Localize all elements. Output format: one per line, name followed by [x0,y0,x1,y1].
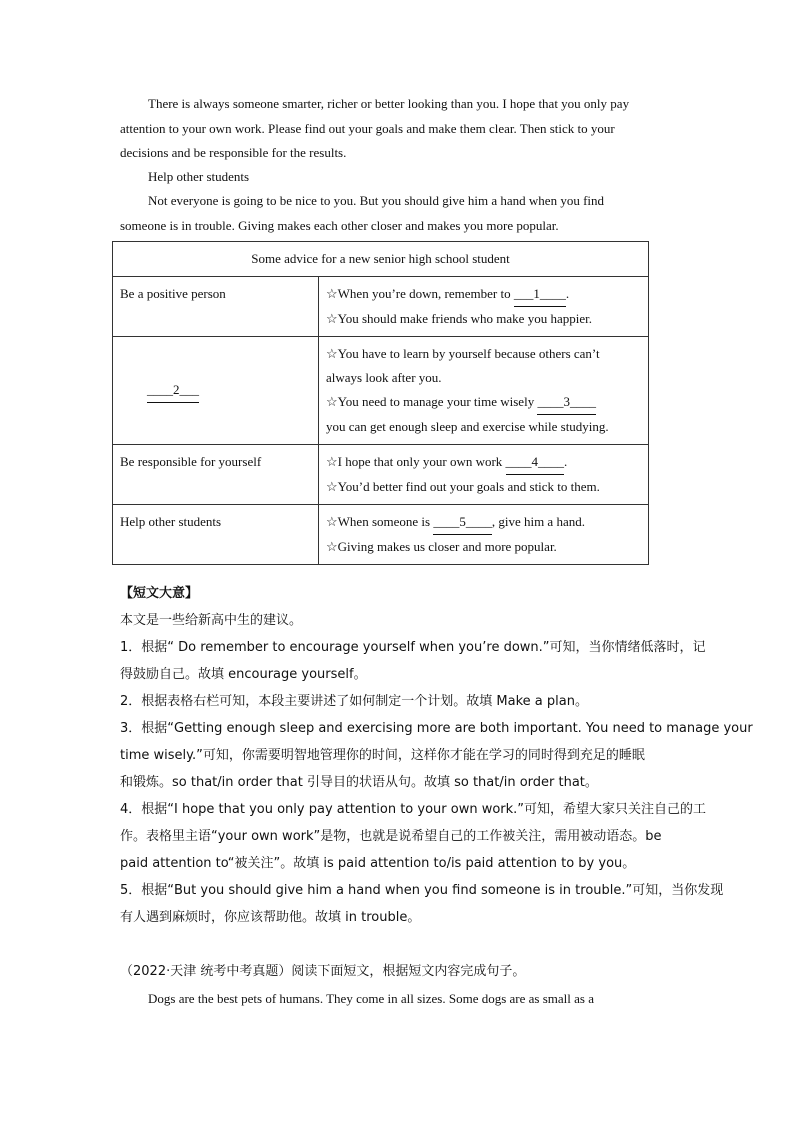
advice-line: ☆Giving makes us closer and more popular. [326,539,557,554]
advice-line: ☆When someone is ____5____, give him a hand. [326,510,641,535]
table-row [113,337,649,445]
table-header-row [113,242,649,277]
row-content [319,445,649,505]
row-label: Be a positive person [113,277,319,337]
row-content [319,277,649,337]
advice-line: ☆You should make friends who make you happier. [326,311,592,326]
passage-line: someone is in trouble. Giving makes each other closer and makes you more popular. [120,217,559,233]
analysis-line: 和锻炼。so that/in order that 引导目的状语从句。故填 so that/in order that。 [120,775,598,790]
blank-5[interactable]: ____5____ [433,510,492,535]
analysis-line: 本文是一些给新高中生的建议。 [120,613,303,628]
row-content [319,337,649,445]
table-row [113,277,649,337]
row-label: Help other students [113,505,319,565]
next-question-source: （2022·天津 统考中考真题）阅读下面短文，根据短文内容完成句子。 [120,964,526,979]
passage-subheading: Help other students [148,169,250,184]
blank-2[interactable]: ____2___ [147,378,199,403]
analysis-line: 2．根据表格右栏可知，本段主要讲述了如何制定一个计划。故填 Make a plan。 [120,694,588,709]
passage-paragraph-1 [120,92,680,166]
advice-line: ☆You’d better find out your goals and stick to them. [326,479,600,494]
advice-line: always look after you. [326,370,442,385]
passage-line: There is always someone smarter, richer or better looking than you. I hope that you only pay [148,96,630,111]
passage-paragraph-2 [120,189,680,238]
blank-3[interactable]: ____3____ [537,390,596,415]
table-row [113,505,649,565]
blank-1[interactable]: ___1____ [514,282,566,307]
advice-line: ☆I hope that only your own work ____4____. [326,450,641,475]
analysis-line: paid attention to“被关注”。故填 is paid attention to/is paid attention to by you。 [120,856,636,871]
advice-line: ☆You need to manage your time wisely ____3____ [326,390,641,415]
passage-line: attention to your own work. Please find out your goals and make them clear. Then stick to your [120,120,615,136]
analysis-line: 4．根据“I hope that you only pay attention to your own work.”可知，希望大家只关注自己的工 [120,802,707,817]
analysis-line: 1．根据“ Do remember to encourage yourself when you’re down.”可知，当你情绪低落时，记 [120,640,706,655]
analysis-title: 【短文大意】 [120,586,199,601]
analysis-section [120,580,753,931]
analysis-line: 5．根据“But you should give him a hand when you find someone is in trouble.”可知，当你发现 [120,883,724,898]
advice-line: you can get enough sleep and exercise while studying. [326,419,609,434]
analysis-line: time wisely.”可知，你需要明智地管理你的时间，这样你才能在学习的同时得到充足的睡眠 [120,748,645,763]
analysis-line: 得鼓励自己。故填 encourage yourself。 [120,667,367,682]
advice-table [112,241,649,565]
analysis-line: 有人遇到麻烦时，你应该帮助他。故填 in trouble。 [120,910,421,925]
next-question-passage: Dogs are the best pets of humans. They come in all sizes. Some dogs are as small as a [148,991,594,1006]
passage-line: decisions and be responsible for the results. [120,145,347,160]
row-label-blank [113,337,319,445]
row-content [319,505,649,565]
table-row [113,445,649,505]
blank-4[interactable]: ____4____ [506,450,565,475]
analysis-line: 作。表格里主语“your own work”是物，也就是说希望自己的工作被关注，需用被动语态。be [120,829,662,844]
row-label: Be responsible for yourself [113,445,319,505]
advice-line: ☆You have to learn by yourself because others can’t [326,346,600,361]
table-title: Some advice for a new senior high school student [113,242,649,277]
analysis-line: 3．根据“Getting enough sleep and exercising more are both important. You need to manage your [120,721,753,736]
advice-line: ☆When you’re down, remember to ___1____. [326,282,641,307]
passage-line: Not everyone is going to be nice to you. But you should give him a hand when you find [148,193,605,208]
